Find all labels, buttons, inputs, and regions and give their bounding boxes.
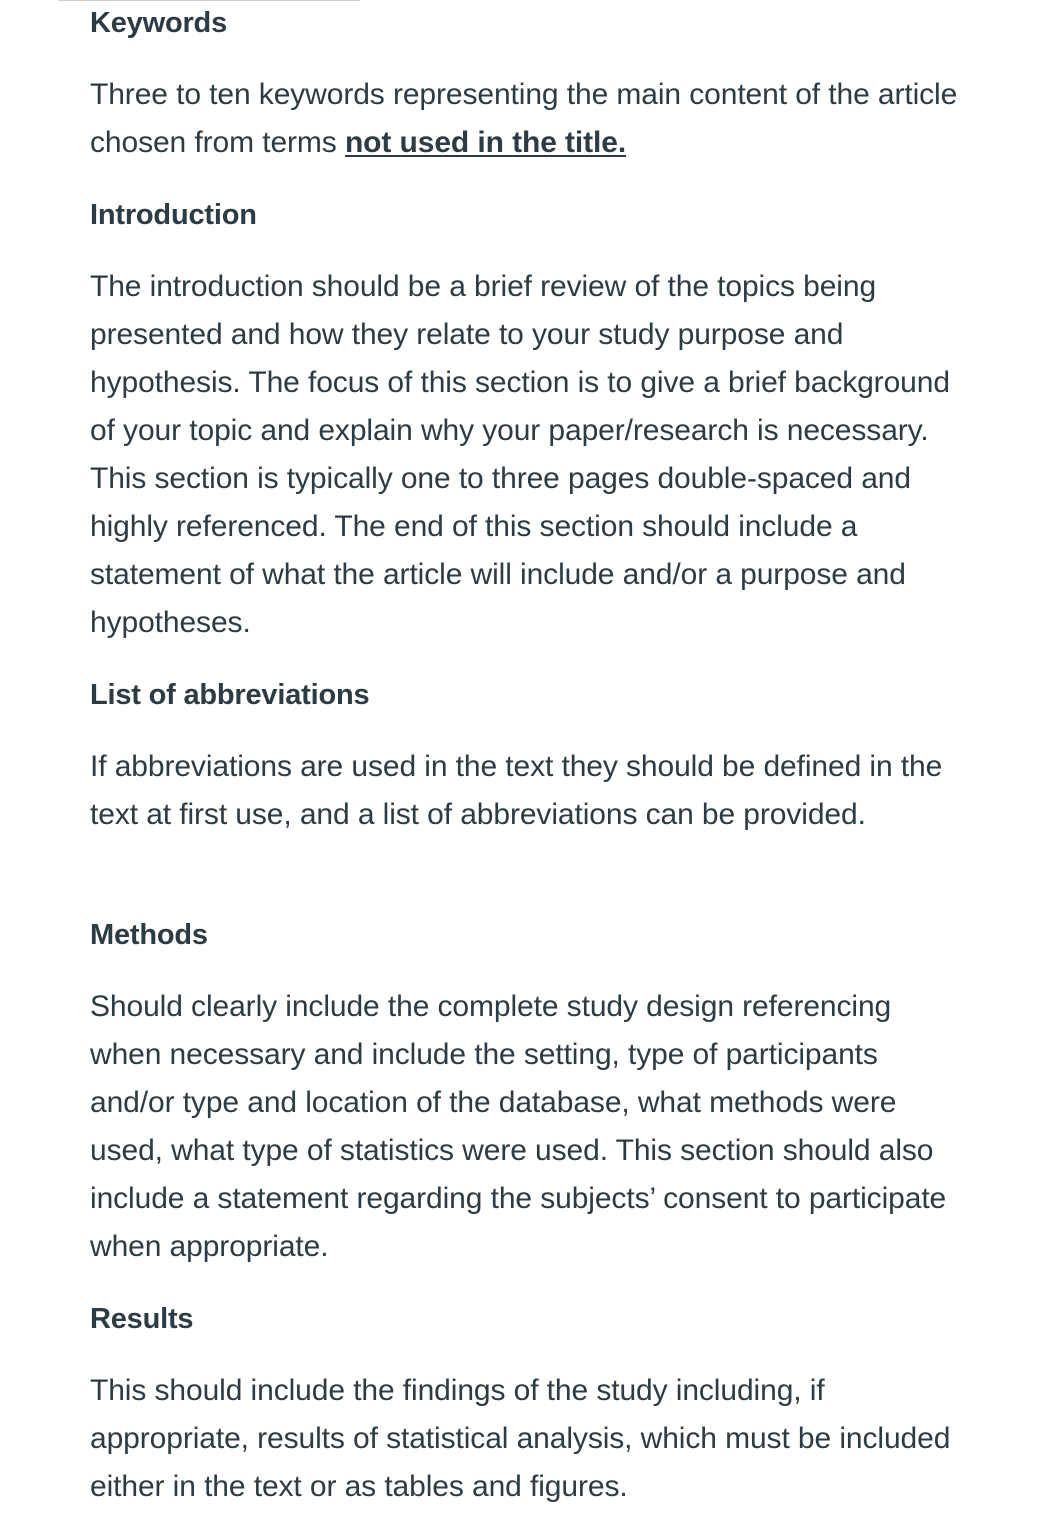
section-heading: List of abbreviations <box>90 679 370 711</box>
section-paragraph: This should include the findings of the study including, if appropriate, results of statistical analysis, which must be included either in the text or as tables and figures. <box>90 1374 951 1503</box>
section-introduction-body <box>90 263 960 647</box>
section-methods <box>90 918 960 952</box>
section-paragraph: Should clearly include the complete study design referencing when necessary and include the setting, type of participants and/or type and location of the database, what methods were used, what type of statistics were used. This section should also include a statement regarding the subjects’ consent to participate when appropriate. <box>90 990 947 1263</box>
section-heading: Results <box>90 1303 194 1335</box>
section-heading: Keywords <box>90 7 227 39</box>
section-paragraph <box>90 71 960 167</box>
section-paragraph: If abbreviations are used in the text they should be defined in the text at first use, and a list of abbreviations can be provided. <box>90 750 943 831</box>
section-results <box>90 1302 960 1336</box>
section-heading: Introduction <box>90 199 257 231</box>
section-abbreviations <box>90 678 960 712</box>
section-paragraph: The introduction should be a brief review of the topics being presented and how they relate to your study purpose and hypothesis. The focus of this section is to give a brief background of your topic and explain why your paper/research is necessary. This section is typically one to three pages double-spaced and highly referenced. The end of this section should include a statement of what the article will include and/or a purpose and hypotheses. <box>90 270 950 639</box>
section-abbreviations-body <box>90 743 960 839</box>
keywords-emphasis: not used in the title. <box>344 126 627 159</box>
keywords-text: Three to ten keywords representing the main content of the article chosen from terms <box>90 78 958 159</box>
section-heading: Methods <box>90 919 208 951</box>
section-keywords <box>90 6 960 40</box>
section-methods-body <box>90 983 960 1271</box>
section-introduction <box>90 198 960 232</box>
section-results-body <box>90 1367 960 1511</box>
top-divider <box>58 0 360 1</box>
section-keywords-body <box>90 71 960 167</box>
